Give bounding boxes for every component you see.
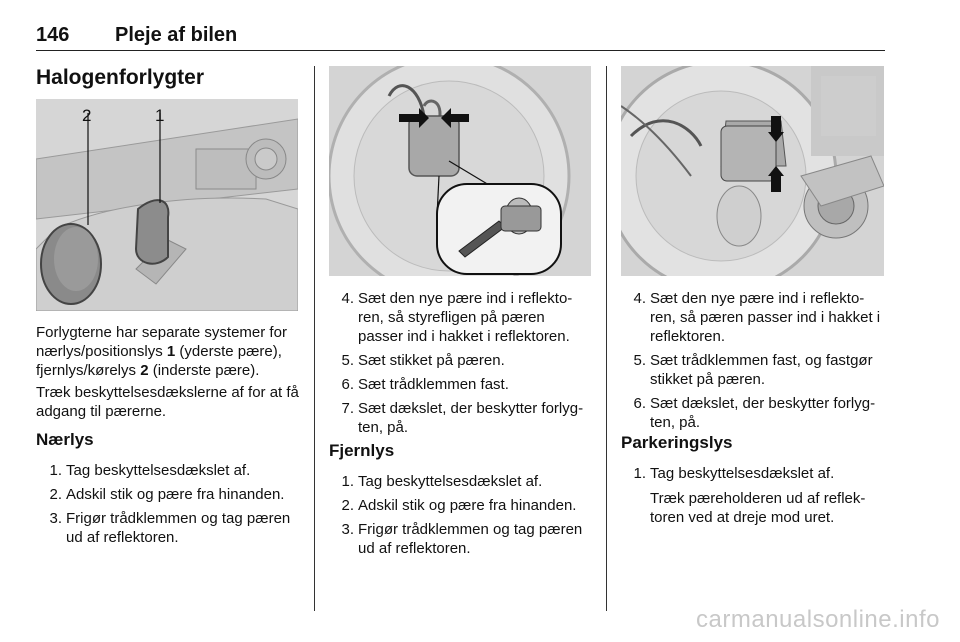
page-header xyxy=(36,24,885,51)
high-beam-illustration xyxy=(621,66,884,276)
high-beam-figure xyxy=(621,66,884,276)
section-title: Pleje af bilen xyxy=(115,24,238,46)
headlamp-figure xyxy=(36,99,298,311)
section-heading-naerlys: Nærlys xyxy=(36,430,94,449)
page-title: Halogenforlygter xyxy=(36,66,205,89)
headlamp-illustration xyxy=(36,99,298,311)
list-item: 7. Sæt dækslet, der beskytter forlyg-ten, på. xyxy=(341,400,584,436)
list-item: 4. Sæt den nye pære ind i reflekto-ren, så pæren passer ind i hakket i reflektoren. xyxy=(633,290,881,345)
list-item: 1. Tag beskyttelsesdækslet af. xyxy=(49,462,251,479)
parkeringslys-substep: Træk pæreholderen ud af reflek-toren ved at dreje mod uret. xyxy=(650,490,866,526)
fjernlys-steps-continued xyxy=(626,289,886,437)
naerlys-steps-continued xyxy=(334,289,590,442)
page-number: 146 xyxy=(36,24,70,46)
fjernlys-steps xyxy=(334,472,590,563)
naerlys-steps xyxy=(42,461,300,552)
section-heading-parkeringslys: Parkeringslys xyxy=(621,433,733,452)
parkeringslys-steps xyxy=(626,464,886,488)
figure-label-1: 1 xyxy=(155,106,165,125)
column-divider xyxy=(314,66,315,611)
figure-label-2: 2 xyxy=(82,106,92,125)
list-item: 6. Sæt trådklemmen fast. xyxy=(341,376,509,393)
section-heading-fjernlys: Fjernlys xyxy=(329,441,395,460)
list-item: 3. Frigør trådklemmen og tag pæren ud af reflektoren. xyxy=(49,510,291,546)
watermark: carmanualsonline.info xyxy=(696,606,940,633)
column-divider xyxy=(606,66,607,611)
bulb-insert-illustration xyxy=(329,66,591,276)
list-item: 5. Sæt stikket på pæren. xyxy=(341,352,505,369)
access-paragraph: Træk beskyttelsesdækslerne af for at få adgang til pærerne. xyxy=(36,384,299,420)
list-item: 1. Tag beskyttelsesdækslet af. xyxy=(341,473,543,490)
list-item: 6. Sæt dækslet, der beskytter forlyg-ten, på. xyxy=(633,395,876,431)
list-item: 4. Sæt den nye pære ind i reflekto-ren, så styrefligen på pæren passer ind i hakket i reflektoren. xyxy=(341,290,573,345)
list-item: 3. Frigør trådklemmen og tag pæren ud af reflektoren. xyxy=(341,521,583,557)
bulb-insert-figure xyxy=(329,66,591,276)
list-item: 1. Tag beskyttelsesdækslet af. xyxy=(633,465,835,482)
list-item: 2. Adskil stik og pære fra hinanden. xyxy=(341,497,577,514)
intro-paragraph: Forlygterne har separate systemer for nærlys/positionslys 1 (yderste pære), fjernlys/kørelys 2 (inderste pære). xyxy=(36,324,287,379)
list-item: 2. Adskil stik og pære fra hinanden. xyxy=(49,486,285,503)
list-item: 5. Sæt trådklemmen fast, og fastgør stikket på pæren. xyxy=(633,352,873,388)
